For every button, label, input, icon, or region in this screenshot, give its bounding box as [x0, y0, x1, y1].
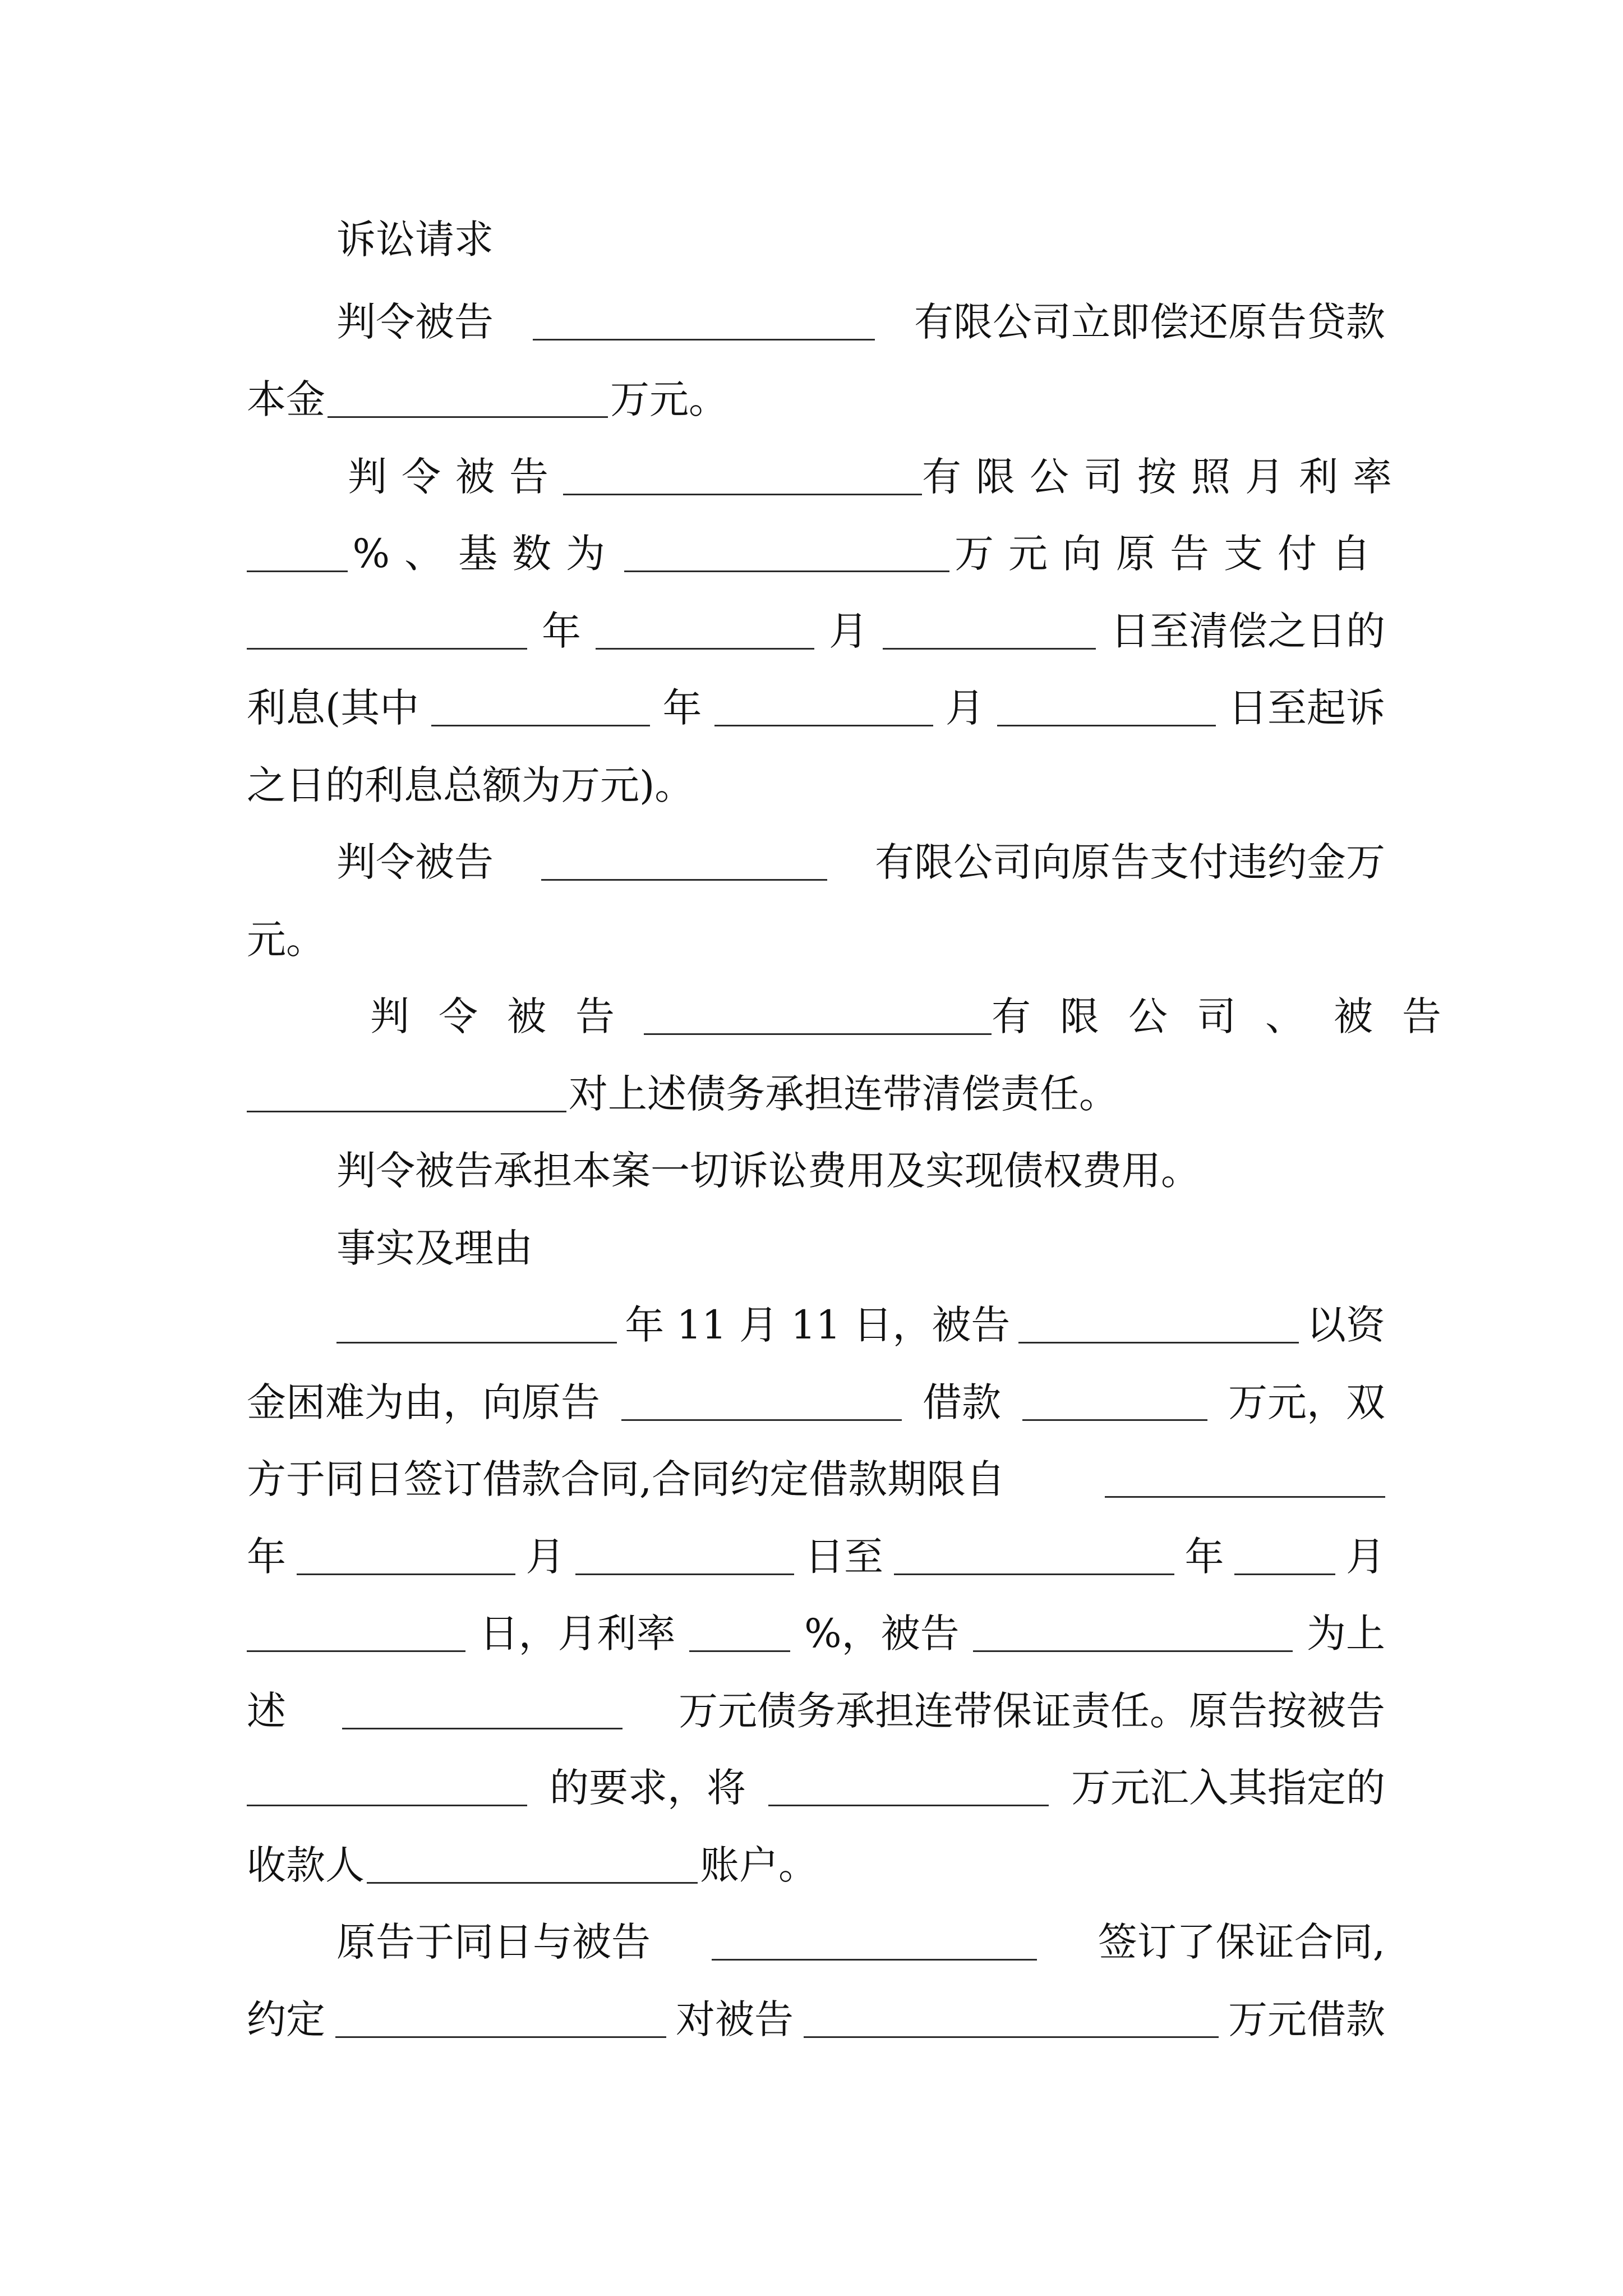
fill-in-blank: [883, 613, 1096, 650]
fill-in-blank: [328, 381, 608, 418]
claim-text: 年: [542, 608, 581, 654]
claim-text: 年: [662, 685, 702, 731]
fill-in-blank: [247, 1770, 527, 1806]
claim-text: 判令被告: [348, 454, 563, 500]
fact-text: 述: [247, 1688, 286, 1734]
fill-in-blank: [997, 690, 1216, 726]
fill-in-blank: [1022, 1384, 1207, 1421]
claim-5-line-1: [247, 1132, 1475, 1209]
claim-3-line-2: [247, 901, 1385, 978]
facts-1-line-3: [247, 1441, 1385, 1518]
fill-in-blank: [596, 613, 814, 650]
fact-text: 约定: [247, 1996, 325, 2042]
fact-text: 方于同日签订借款合同,合同约定借款期限自: [247, 1456, 1006, 1502]
claim-2-line-3: [247, 592, 1385, 670]
fill-in-blank: [624, 536, 949, 572]
fact-text: 年: [247, 1534, 286, 1580]
fill-in-blank: [768, 1770, 1049, 1806]
fill-in-blank: [335, 2001, 666, 2038]
claim-text: 月: [829, 608, 868, 654]
fill-in-blank: [1105, 1461, 1385, 1498]
fill-in-blank: [533, 304, 875, 341]
fact-text: 万元债务承担连带保证责任。原告按被告: [679, 1688, 1385, 1734]
fact-text: 月: [525, 1534, 565, 1580]
fill-in-blank: [714, 690, 933, 726]
claim-text: 有限公司按照月利率: [922, 454, 1407, 500]
claim-text: 元。: [247, 917, 325, 963]
fact-text: 年: [1184, 1534, 1224, 1580]
fact-text: 的要求，将: [550, 1765, 746, 1811]
claim-1-line-2: [247, 361, 1385, 438]
fill-in-blank: [247, 613, 527, 650]
claim-4-line-2: [247, 1055, 1385, 1133]
section-heading-facts: [247, 1209, 1475, 1287]
fact-text: %，被告: [804, 1611, 960, 1657]
facts-1-line-7: [247, 1749, 1385, 1826]
fact-text: 收款人: [247, 1842, 365, 1888]
facts-1-line-1: [247, 1286, 1385, 1364]
fact-text: 账户。: [700, 1842, 818, 1888]
fill-in-blank: [894, 1539, 1174, 1575]
section-heading-claims: [247, 201, 1475, 278]
claim-text: 判令被告: [336, 839, 494, 885]
facts-1-line-2: [247, 1364, 1385, 1441]
fact-text: 万元借款: [1228, 1996, 1385, 2042]
heading-text: 事实及理由: [336, 1225, 533, 1271]
fact-text: 日至: [805, 1534, 883, 1580]
claim-text: 月: [945, 685, 985, 731]
claim-3-line-1: [247, 823, 1385, 901]
fact-text: 签订了保证合同,: [1098, 1919, 1385, 1965]
claim-text: 万元向原告支付自: [954, 531, 1385, 577]
fill-in-blank: [541, 844, 827, 881]
fill-in-blank: [644, 999, 992, 1035]
fact-text: 月: [1346, 1534, 1385, 1580]
claim-text: 有限公司立即偿还原告贷款: [914, 299, 1385, 345]
fill-in-blank: [563, 459, 922, 495]
claim-text: 有限公司、被告: [992, 993, 1470, 1039]
fill-in-blank: [247, 1616, 465, 1652]
fill-in-blank: [247, 1076, 566, 1112]
fill-in-blank: [689, 1616, 790, 1652]
facts-1-line-8: [247, 1826, 1385, 1904]
fill-in-blank: [621, 1384, 902, 1421]
fill-in-blank: [1234, 1539, 1335, 1575]
claim-2-line-4: [247, 669, 1385, 747]
claim-4-line-1: [247, 978, 1470, 1055]
claim-text: 有限公司向原告支付违约金万: [875, 839, 1385, 885]
claim-text: 日至清偿之日的: [1110, 608, 1385, 654]
fill-in-blank: [712, 1924, 1037, 1961]
facts-2-line-1: [247, 1903, 1385, 1981]
fact-text: 借款: [923, 1379, 1001, 1425]
claim-text: 本金: [247, 376, 325, 422]
claim-text: 判令被告: [336, 299, 494, 345]
claim-1-line-1: [247, 283, 1385, 361]
fact-text: 年 11 月 11 日，被告: [625, 1302, 1011, 1348]
claim-text: 日至起诉: [1228, 685, 1385, 731]
claim-2-line-1: [247, 438, 1407, 516]
fill-in-blank: [431, 690, 650, 726]
fill-in-blank: [804, 2001, 1219, 2038]
fact-text: 万元汇入其指定的: [1071, 1765, 1385, 1811]
claim-text: %、基数为: [352, 531, 620, 577]
claim-text: 之日的利息总额为万元)。: [247, 762, 694, 808]
claim-text: 对上述债务承担连带清偿责任。: [569, 1071, 1118, 1117]
fill-in-blank: [247, 536, 348, 572]
fill-in-blank: [336, 1307, 617, 1343]
fact-text: 原告于同日与被告: [336, 1919, 651, 1965]
fact-text: 为上: [1306, 1611, 1385, 1657]
fact-text: 以资: [1307, 1302, 1385, 1348]
fill-in-blank: [973, 1616, 1293, 1652]
facts-2-line-2: [247, 1981, 1385, 2058]
fact-text: 对被告: [676, 1996, 794, 2042]
claim-2-line-5: [247, 747, 1385, 824]
claim-text: 判令被告承担本案一切诉讼费用及实现债权费用。: [336, 1148, 1200, 1194]
heading-text: 诉讼请求: [336, 217, 494, 263]
fill-in-blank: [1018, 1307, 1299, 1343]
facts-1-line-5: [247, 1595, 1385, 1672]
fill-in-blank: [575, 1539, 794, 1575]
claim-text: 万元。: [610, 376, 728, 422]
fill-in-blank: [342, 1693, 623, 1729]
claim-2-line-2: [247, 515, 1385, 592]
fill-in-blank: [297, 1539, 515, 1575]
facts-1-line-4: [247, 1518, 1385, 1595]
fact-text: 日，月利率: [479, 1611, 676, 1657]
fact-text: 万元，双: [1228, 1379, 1385, 1425]
fact-text: 金困难为由，向原告: [247, 1379, 600, 1425]
claim-text: 判令被告: [370, 993, 644, 1039]
facts-1-line-6: [247, 1672, 1385, 1750]
claim-text: 利息(其中: [247, 685, 419, 731]
fill-in-blank: [367, 1847, 698, 1884]
